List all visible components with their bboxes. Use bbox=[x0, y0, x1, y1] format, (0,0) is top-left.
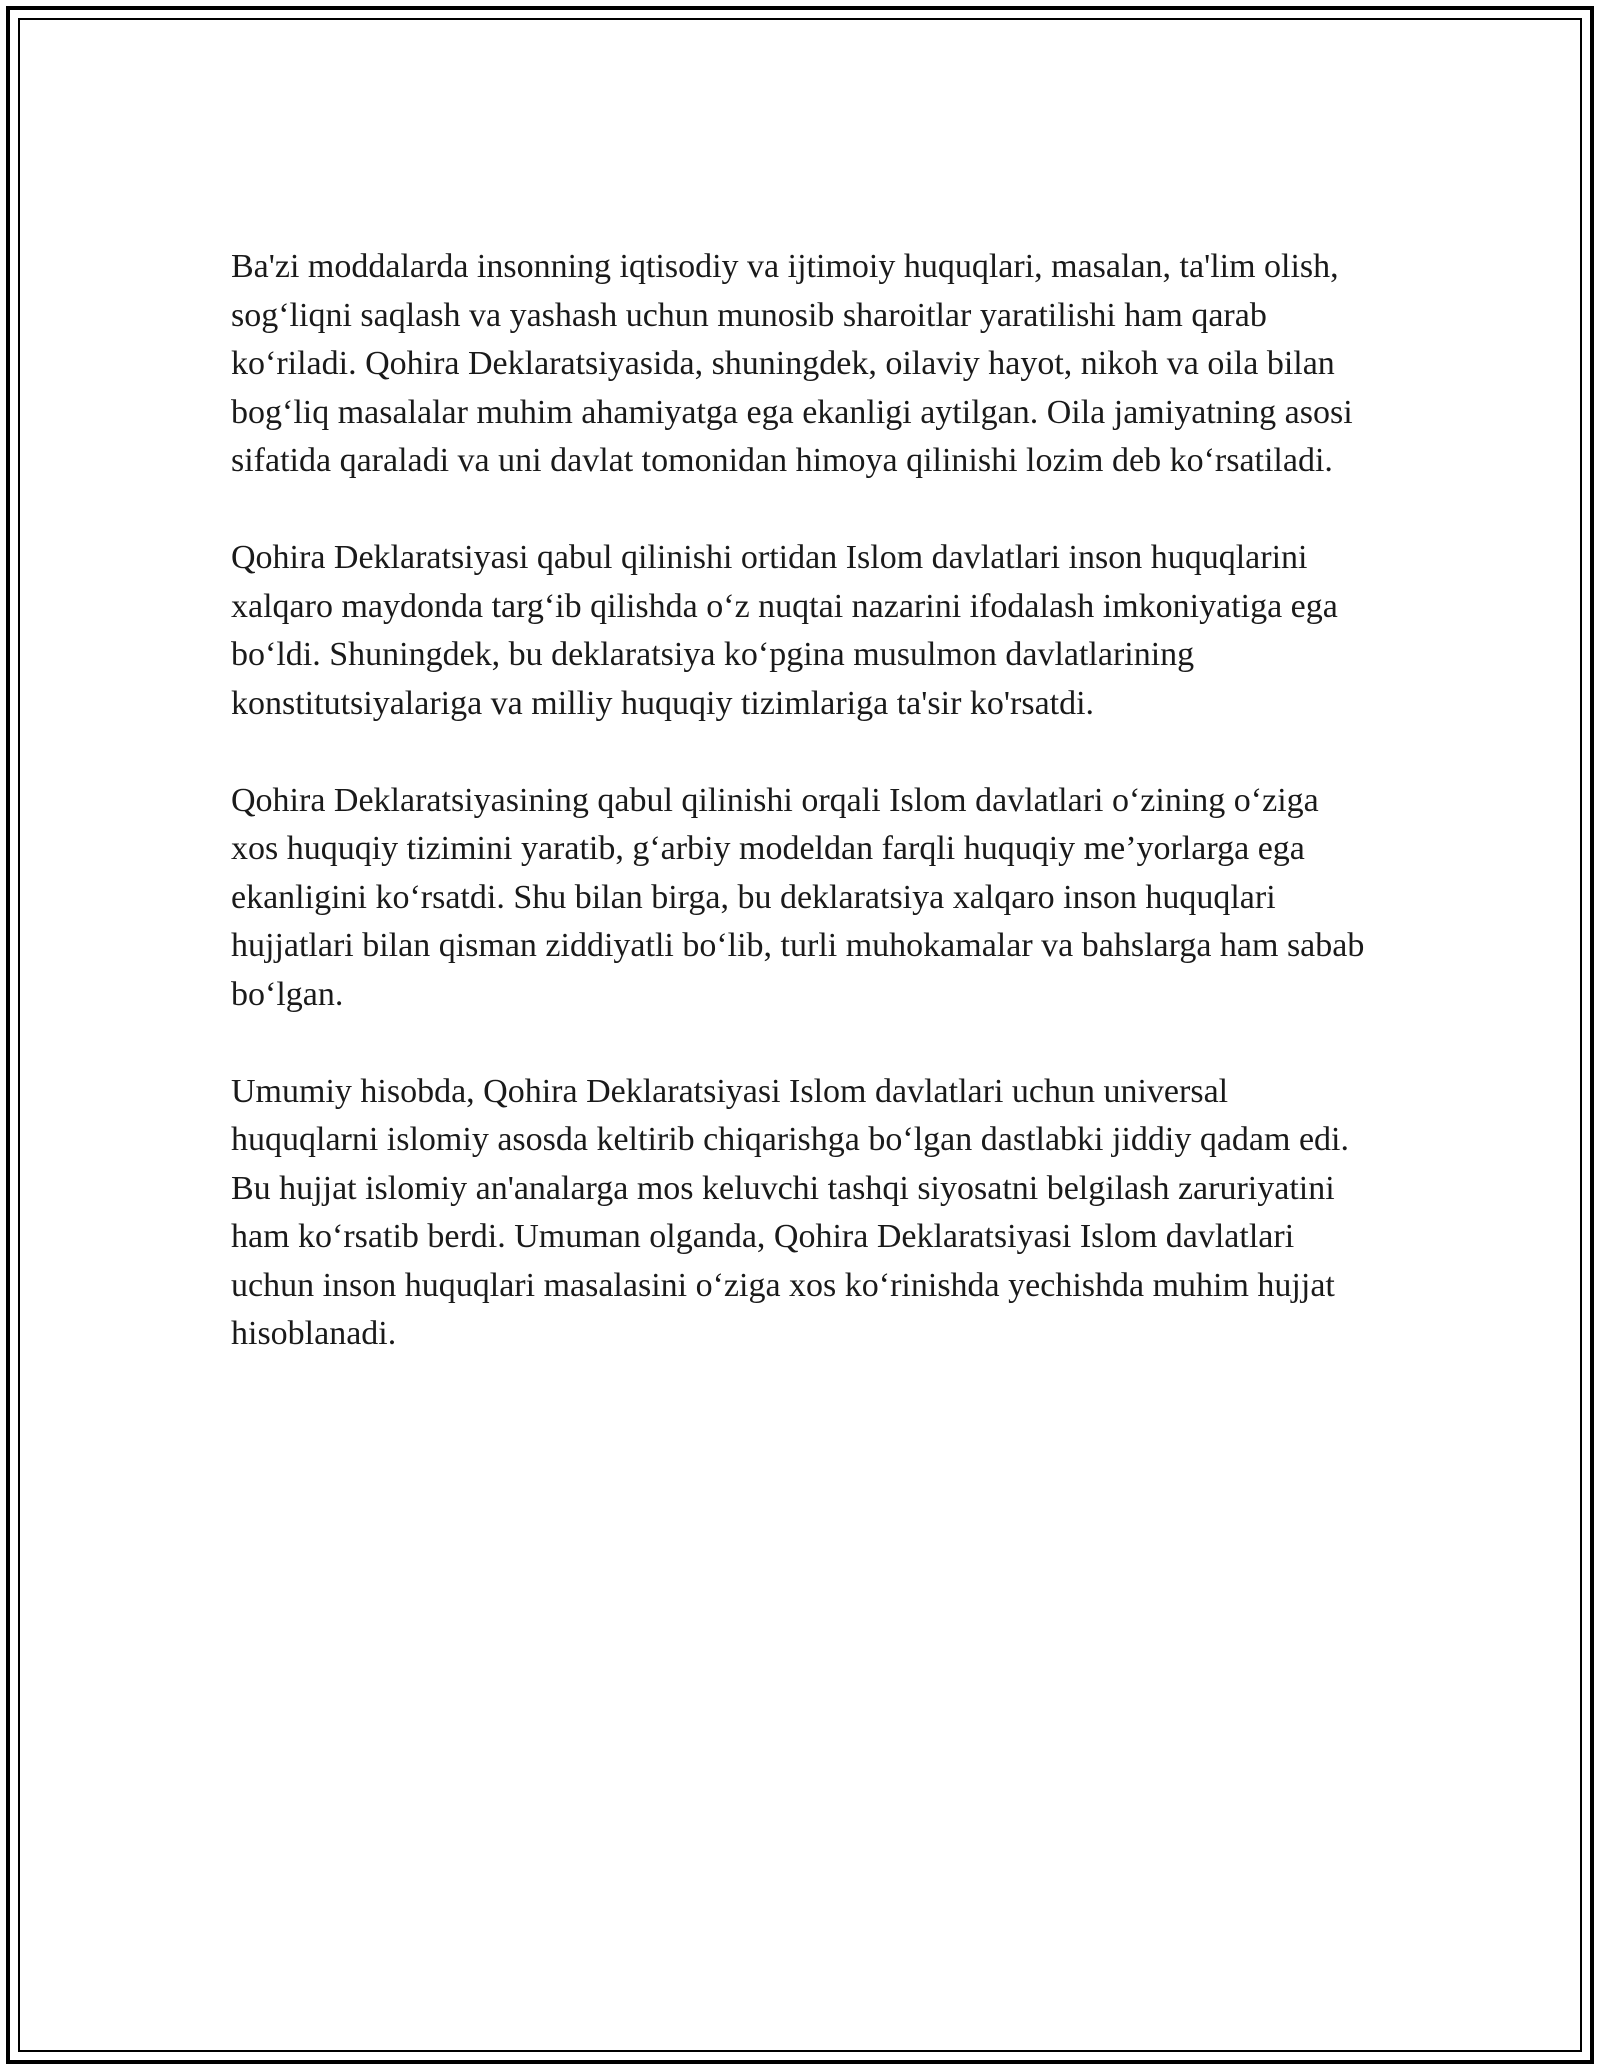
paragraph-3: Qohira Deklaratsiyasining qabul qilinishi orqali Islom davlatlari o‘zining o‘ziga xos huquqiy tizimini yaratib, g‘arbiy modeldan farqli huquqiy me’yorlarga ega ekanligini ko‘rsatdi. Shu bilan birga, bu deklaratsiya xalqaro inson huquqlari hujjatlari bilan qisman ziddiyatli bo‘lib, turli muhokamalar va bahslarga ham sabab bo‘lgan. bbox=[231, 781, 1365, 1013]
document-body bbox=[231, 243, 1371, 1407]
paragraph-4: Umumiy hisobda, Qohira Deklaratsiyasi Islom davlatlari uchun universal huquqlarni islomiy asosda keltirib chiqarishga bo‘lgan dastlabki jiddiy qadam edi. Bu hujjat islomiy an'analarga mos keluvchi tashqi siyosatni belgilash zaruriyatini ham ko‘rsatib berdi. Umuman olganda, Qohira Deklaratsiyasi Islom davlatlari uchun inson huquqlari masalasini o‘ziga xos ko‘rinishda yechishda muhim hujjat hisoblanadi. bbox=[231, 1072, 1349, 1352]
paragraph-2: Qohira Deklaratsiyasi qabul qilinishi ortidan Islom davlatlari inson huquqlarini xalqaro maydonda targ‘ib qilishda o‘z nuqtai nazarini ifodalash imkoniyatiga ega bo‘ldi. Shuningdek, bu deklaratsiya ko‘pgina musulmon davlatlarining konstitutsiyalariga va milliy huquqiy tizimlariga ta'sir ko'rsatdi. bbox=[231, 539, 1338, 722]
page-border bbox=[6, 6, 1594, 2064]
paragraph-1: Ba'zi moddalarda insonning iqtisodiy va ijtimoiy huquqlari, masalan, ta'lim olish, sog‘liqni saqlash va yashash uchun munosib sharoitlar yaratilishi ham qarab ko‘riladi. Qohira Deklaratsiyasida, shuningdek, oilaviy hayot, nikoh va oila bilan bog‘liq masalalar muhim ahamiyatga ega ekanligi aytilgan. Oila jamiyatning asosi sifatida qaraladi va uni davlat tomonidan himoya qilinishi lozim deb ko‘rsatiladi. bbox=[231, 248, 1353, 479]
